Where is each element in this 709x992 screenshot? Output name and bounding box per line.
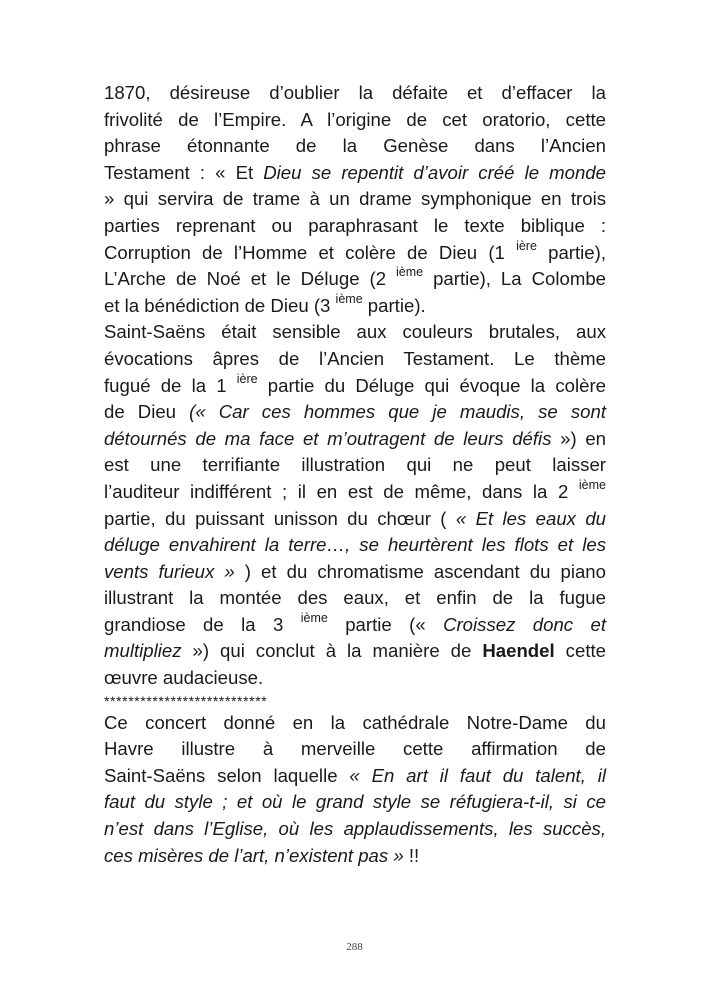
italic-quote: Dieu se repentit d’avoir créé le monde: [263, 161, 606, 183]
text-run: Corruption de l’Homme et colère de Dieu (1: [104, 241, 517, 263]
paragraph-concert-conclusion: [104, 710, 606, 870]
text-line: Saint-Saëns était sensible aux couleurs brutales, aux: [104, 321, 606, 343]
italic-quote: vents furieux »: [104, 560, 235, 582]
text-run: Testament : « Et: [104, 161, 264, 183]
ordinal-superscript: ière: [236, 371, 258, 386]
text-line: [104, 763, 606, 790]
paragraph-oratorio-intro: [104, 80, 606, 319]
text-line: 1870, désireuse d’oublier la défaite et d’effacer la: [104, 82, 606, 103]
text-run: l’auditeur indifférent ; il en est de même, dans la 2: [104, 480, 579, 502]
section-separator: ***************************: [104, 692, 268, 709]
text-line: » qui servira de trame à un drame symphonique en trois: [104, 188, 606, 210]
text-run: !!: [403, 844, 420, 866]
text-line: œuvre audacieuse.: [104, 667, 264, 689]
ordinal-superscript: ième: [396, 265, 424, 280]
italic-quote: faut du style ; et où le grand style se réfugiera-t-il, si ce: [104, 791, 606, 813]
italic-quote: déluge envahirent la terre…, se heurtèrent les flots et les: [104, 534, 606, 556]
text-line: [104, 266, 606, 293]
text-run: partie),: [536, 241, 606, 263]
text-line: Havre illustre à merveille cette affirmation de: [104, 738, 606, 760]
text-line: est une terrifiante illustration qui ne peut laisser: [104, 454, 606, 476]
text-line: [104, 399, 606, 426]
document-body: [104, 80, 606, 869]
text-line: [104, 816, 606, 843]
italic-quote: détournés de ma face et m’outragent de leurs défis: [104, 427, 552, 449]
text-line: frivolité de l’Empire. A l’origine de cet oratorio, cette: [104, 108, 606, 130]
text-line: phrase étonnante de la Genèse dans l’Ancien: [104, 135, 606, 157]
text-run: L’Arche de Noé et le Déluge (2: [104, 268, 397, 290]
text-line: [104, 506, 606, 533]
text-line: [104, 638, 606, 665]
ordinal-superscript: ième: [578, 477, 606, 492]
ordinal-superscript: ière: [516, 238, 537, 253]
text-line: [104, 532, 606, 559]
text-run: fugué de la 1: [104, 374, 237, 396]
italic-quote: ces misères de l’art, n’existent pas »: [104, 844, 404, 866]
text-run: partie).: [362, 294, 426, 316]
composer-name: Haendel: [482, 640, 555, 662]
text-run: partie), La Colombe: [423, 268, 606, 290]
text-run: partie («: [327, 613, 444, 635]
text-line: parties reprenant ou paraphrasant le texte biblique :: [104, 214, 606, 236]
text-run: ») qui conclut à la manière de: [181, 640, 483, 662]
page-number: 288: [346, 941, 363, 953]
text-run: et la bénédiction de Dieu (3: [104, 294, 336, 316]
ordinal-superscript: ième: [300, 610, 328, 625]
text-run: de Dieu: [104, 401, 190, 423]
ordinal-superscript: ième: [335, 291, 363, 306]
text-line: [104, 293, 606, 320]
text-line: [104, 426, 606, 453]
text-line: [104, 373, 606, 400]
text-line: Ce concert donné en la cathédrale Notre-Dame du: [104, 711, 606, 733]
text-line: [104, 160, 606, 187]
italic-quote: (« Car ces hommes que je maudis, se sont: [189, 401, 606, 423]
paragraph-saint-saens-style: [104, 319, 606, 691]
text-run: ) et du chromatisme ascendant du piano: [234, 560, 606, 582]
italic-quote: multipliez: [104, 640, 182, 662]
text-run: Saint-Saëns selon laquelle: [104, 764, 350, 786]
text-run: partie du Déluge qui évoque la colère: [257, 374, 606, 396]
text-line: [104, 559, 606, 586]
italic-quote: n’est dans l’Eglise, où les applaudissements, les succès,: [104, 818, 606, 840]
italic-quote: Croissez donc et: [443, 613, 606, 635]
text-line: [104, 612, 606, 639]
text-run: ») en: [551, 427, 607, 449]
text-line: [104, 789, 606, 816]
text-line: évocations âpres de l’Ancien Testament. Le thème: [104, 347, 606, 369]
italic-quote: « Et les eaux du: [455, 507, 606, 529]
text-run: grandiose de la 3: [104, 613, 301, 635]
text-run: partie, du puissant unisson du chœur (: [104, 507, 456, 529]
text-line: [104, 240, 606, 267]
text-line: [104, 479, 606, 506]
text-run: cette: [554, 640, 606, 662]
text-line: [104, 843, 606, 870]
italic-quote: « En art il faut du talent, il: [349, 764, 606, 786]
text-line: illustrant la montée des eaux, et enfin de la fugue: [104, 587, 606, 609]
